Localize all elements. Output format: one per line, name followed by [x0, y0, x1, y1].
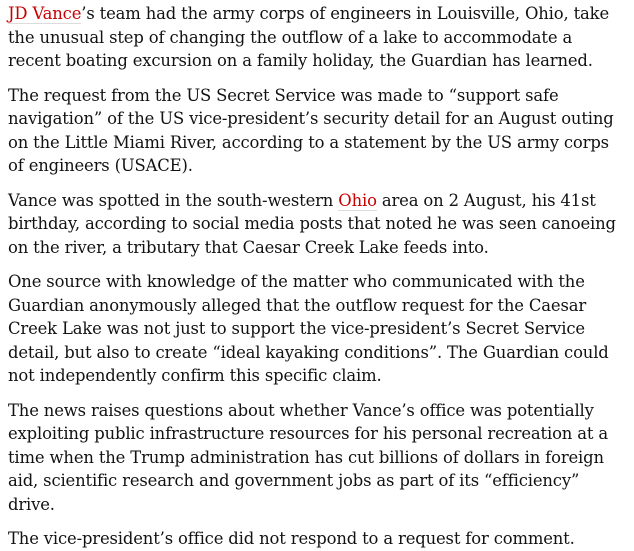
paragraph-6: The vice-president’s office did not respond to a request for comment. — [8, 529, 575, 548]
paragraph-3 — [8, 189, 628, 260]
paragraph-2: The request from the US Secret Service was made to “support safe navigation” of the US vice-president’s security detail for an August outing on the Little Miami River, according to a statement by the US army corps of engineers (USACE). — [8, 85, 614, 175]
paragraph-5: The news raises questions about whether Vance’s office was potentially exploiting public infrastructure resources for his personal recreation at a time when the Trump administration has cut billions of dollars in foreign aid, scientific research and government jobs as part of its “efficiency” drive. — [8, 400, 608, 514]
paragraph-1 — [8, 2, 628, 73]
paragraph-3-text-before: Vance was spotted in the south-western — [8, 190, 339, 210]
jd-vance-link[interactable]: JD Vance — [8, 4, 82, 23]
ohio-link[interactable]: Ohio — [338, 190, 377, 210]
paragraph-3-text-after: area on 2 August, his 41st birthday, according to social media posts that noted he was seen canoeing on the river, a tributary that Caesar Creek Lake feeds into. — [8, 190, 616, 257]
paragraph-4: One source with knowledge of the matter who communicated with the Guardian anonymously alleged that the outflow request for the Caesar Creek Lake was not just to support the vice-president’s Secret Service detail, but also to create “ideal kayaking conditions”. The Guardian could not independently confirm this specific claim. — [8, 272, 609, 385]
paragraph-1-text: ’s team had the army corps of engineers in Louisville, Ohio, take the unusual step of changing the outflow of a lake to accommodate a recent boating excursion on a family holiday, the Guardian has learned. — [8, 4, 609, 70]
